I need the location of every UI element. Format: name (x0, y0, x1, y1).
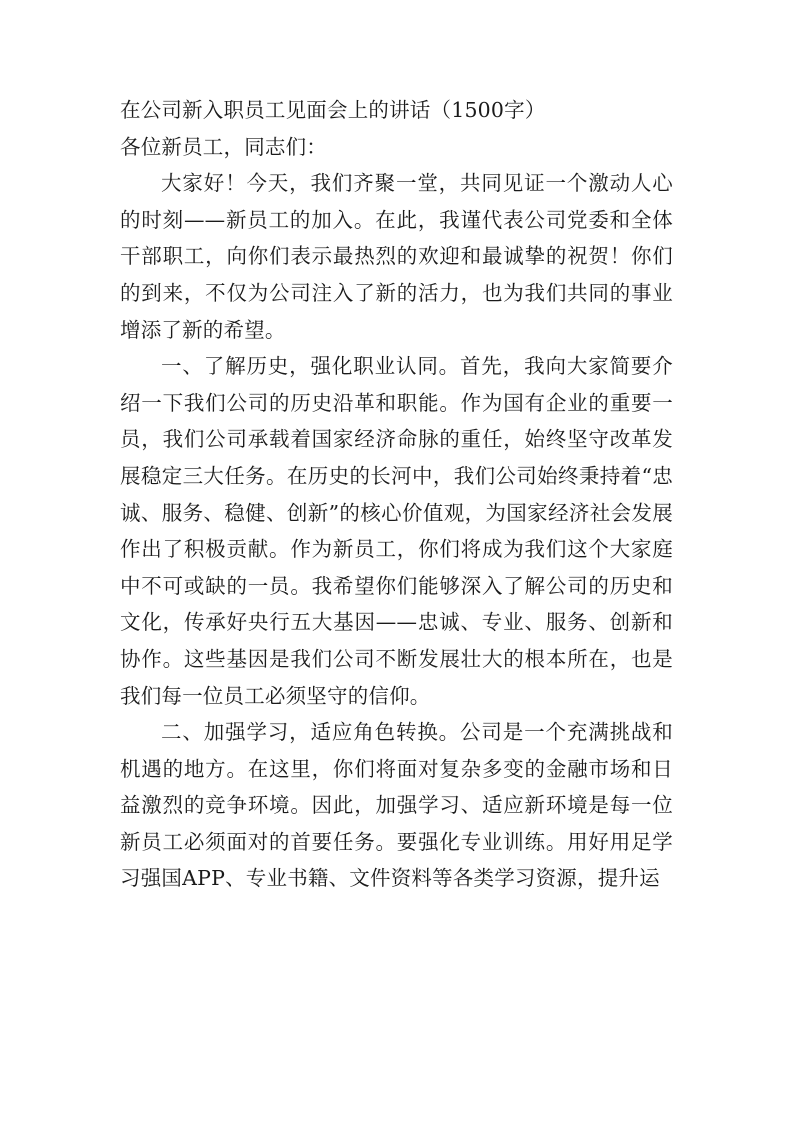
document-title: 在公司新入职员工见面会上的讲话（1500字） (120, 98, 546, 122)
paragraph-learning: 二、加强学习，适应角色转换。公司是一个充满挑战和机遇的地方。在这里，你们将面对复杂多变的金融市场和日益激烈的竞争环境。因此，加强学习、适应新环境是每一位新员工必须面对的首要任务。要强化专业训练。用好用足学习强国APP、专业书籍、文件资料等各类学习资源，提升运 (120, 720, 673, 891)
salutation: 各位新员工，同志们： (120, 134, 327, 159)
document-body (120, 92, 673, 897)
paragraph-history: 一、了解历史，强化职业认同。首先，我向大家简要介绍一下我们公司的历史沿革和职能。作为国有企业的重要一员，我们公司承载着国家经济命脉的重任，始终坚守改革发展稳定三大任务。在历史的长河中，我们公司始终秉持着“忠诚、服务、稳健、创新”的核心价值观，为国家经济社会发展作出了积极贡献。作为新员工，你们将成为我们这个大家庭中不可或缺的一员。我希望你们能够深入了解公司的历史和文化，传承好央行五大基因——忠诚、专业、服务、创新和协作。这些基因是我们公司不断发展壮大的根本所在，也是我们每一位员工必须坚守的信仰。 (120, 354, 673, 708)
paragraph-welcome: 大家好！今天，我们齐聚一堂，共同见证一个激动人心的时刻——新员工的加入。在此，我谨代表公司党委和全体干部职工，向你们表示最热烈的欢迎和最诚挚的祝贺！你们的到来，不仅为公司注入了新的活力，也为我们共同的事业增添了新的希望。 (120, 171, 673, 342)
